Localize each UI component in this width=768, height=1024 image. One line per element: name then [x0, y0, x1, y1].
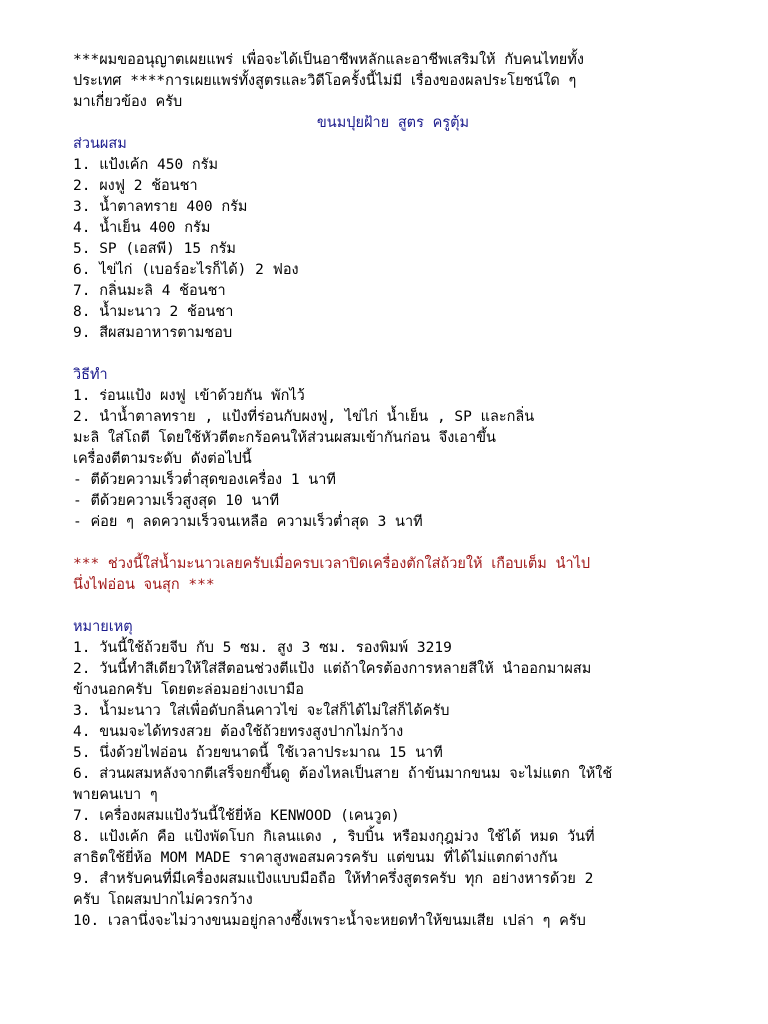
note-line: ครับ โถผสมปากไม่ควรกว้าง: [73, 892, 253, 908]
ingredient-item: 5. SP (เอสพี) 15 กรัม: [73, 241, 236, 257]
notes-heading: หมายเหตุ: [73, 619, 133, 635]
note-line: 10. เวลานึ่งจะไม่วางขนมอยู่กลางซึ้งเพราะน้ำจะหยดทำให้ขนมเสีย เปล่า ๆ ครับ: [73, 913, 586, 929]
method-line: เครื่องตีตามระดับ ดังต่อไปนี้: [73, 451, 252, 467]
spacer: [73, 596, 713, 617]
note-line: 9. สำหรับคนที่มีเครื่องผสมแป้งแบบมือถือ ให้ทำครึ่งสูตรครับ ทุก อย่างหารด้วย 2: [73, 871, 594, 887]
ingredient-item: 1. แป้งเค้ก 450 กรัม: [73, 157, 219, 173]
ingredient-item: 3. น้ำตาลทราย 400 กรัม: [73, 199, 248, 215]
ingredient-item: 6. ไข่ไก่ (เบอร์อะไรก็ได้) 2 ฟอง: [73, 262, 299, 278]
note-line: 7. เครื่องผสมแป้งวันนี้ใช้ยี่ห้อ KENWOOD (เคนวูด): [73, 808, 400, 824]
method-line: - ค่อย ๆ ลดความเร็วจนเหลือ ความเร็วต่ำสุด 3 นาที: [73, 514, 423, 530]
note-line: 8. แป้งเค้ก คือ แป้งพัดโบก กิเลนแดง , ริบบิ้น หรือมงกุฎม่วง ใช้ได้ หมด วันที่: [73, 829, 595, 845]
ingredient-item: 4. น้ำเย็น 400 กรัม: [73, 220, 211, 236]
ingredients-heading: ส่วนผสม: [73, 136, 127, 152]
disclaimer-line: ประเทศ ****การเผยแพร่ทั้งสูตรและวิดีโอครั้งนี้ไม่มี เรื่องของผลประโยชน์ใด ๆ: [73, 73, 577, 89]
warning-line: *** ช่วงนี้ใส่น้ำมะนาวเลยครับเมื่อครบเวลาปิดเครื่องตักใส่ถ้วยให้ เกือบเต็ม นำไป: [73, 556, 591, 572]
warning-line: นึ่งไฟอ่อน จนสุก ***: [73, 577, 215, 593]
method-line: มะลิ ใส่โถตี โดยใช้หัวตีตะกร้อคนให้ส่วนผสมเข้ากันก่อน จึงเอาขึ้น: [73, 430, 496, 446]
note-line: 6. ส่วนผสมหลังจากตีเสร็จยกขึ้นดู ต้องไหลเป็นสาย ถ้าข้นมากขนม จะไม่แตก ให้ใช้: [73, 766, 613, 782]
disclaimer-line: ***ผมขออนุญาตเผยแพร่ เพื่อจะได้เป็นอาชีพหลักและอาชีพเสริมให้ กับคนไทยทั้ง: [73, 52, 584, 68]
method-line: - ตีด้วยความเร็วต่ำสุดของเครื่อง 1 นาที: [73, 472, 336, 488]
note-line: ข้างนอกครับ โดยตะล่อมอย่างเบามือ: [73, 682, 305, 698]
spacer: [73, 344, 713, 365]
ingredient-item: 7. กลิ่นมะลิ 4 ช้อนชา: [73, 283, 226, 299]
spacer: [73, 533, 713, 554]
note-line: สาธิตใช้ยี่ห้อ MOM MADE ราคาสูงพอสมควรครับ แต่ขนม ที่ได้ไม่แตกต่างกัน: [73, 850, 558, 866]
recipe-document: [73, 50, 713, 932]
disclaimer-line: มาเกี่ยวข้อง ครับ: [73, 94, 183, 110]
note-line: 1. วันนี้ใช้ถ้วยจีบ กับ 5 ซม. สูง 3 ซม. รองพิมพ์ 3219: [73, 640, 452, 656]
method-line: 2. นำน้ำตาลทราย , แป้งที่ร่อนกับผงฟู, ไข่ไก่ น้ำเย็น , SP และกลิ่น: [73, 409, 535, 425]
ingredient-item: 2. ผงฟู 2 ช้อนชา: [73, 178, 198, 194]
note-line: 5. นึ่งด้วยไฟอ่อน ถ้วยขนาดนี้ ใช้เวลาประมาณ 15 นาที: [73, 745, 443, 761]
recipe-title: ขนมปุยฝ้าย สูตร ครูตุ้ม: [316, 115, 470, 131]
ingredient-item: 9. สีผสมอาหารตามชอบ: [73, 325, 233, 341]
note-line: พายคนเบา ๆ: [73, 787, 158, 803]
note-line: 2. วันนี้ทำสีเดียวให้ใส่สีตอนช่วงตีแป้ง แต่ถ้าใครต้องการหลายสีให้ นำออกมาผสม: [73, 661, 592, 677]
ingredient-item: 8. น้ำมะนาว 2 ช้อนชา: [73, 304, 234, 320]
note-line: 3. น้ำมะนาว ใส่เพื่อดับกลิ่นคาวไข่ จะใส่ก็ได้ไม่ใส่ก็ได้ครับ: [73, 703, 450, 719]
method-line: 1. ร่อนแป้ง ผงฟู เข้าด้วยกัน พักไว้: [73, 388, 305, 404]
method-heading: วิธีทำ: [73, 367, 108, 383]
method-line: - ตีด้วยความเร็วสูงสุด 10 นาที: [73, 493, 280, 509]
note-line: 4. ขนมจะได้ทรงสวย ต้องใช้ถ้วยทรงสูงปากไม่กว้าง: [73, 724, 404, 740]
